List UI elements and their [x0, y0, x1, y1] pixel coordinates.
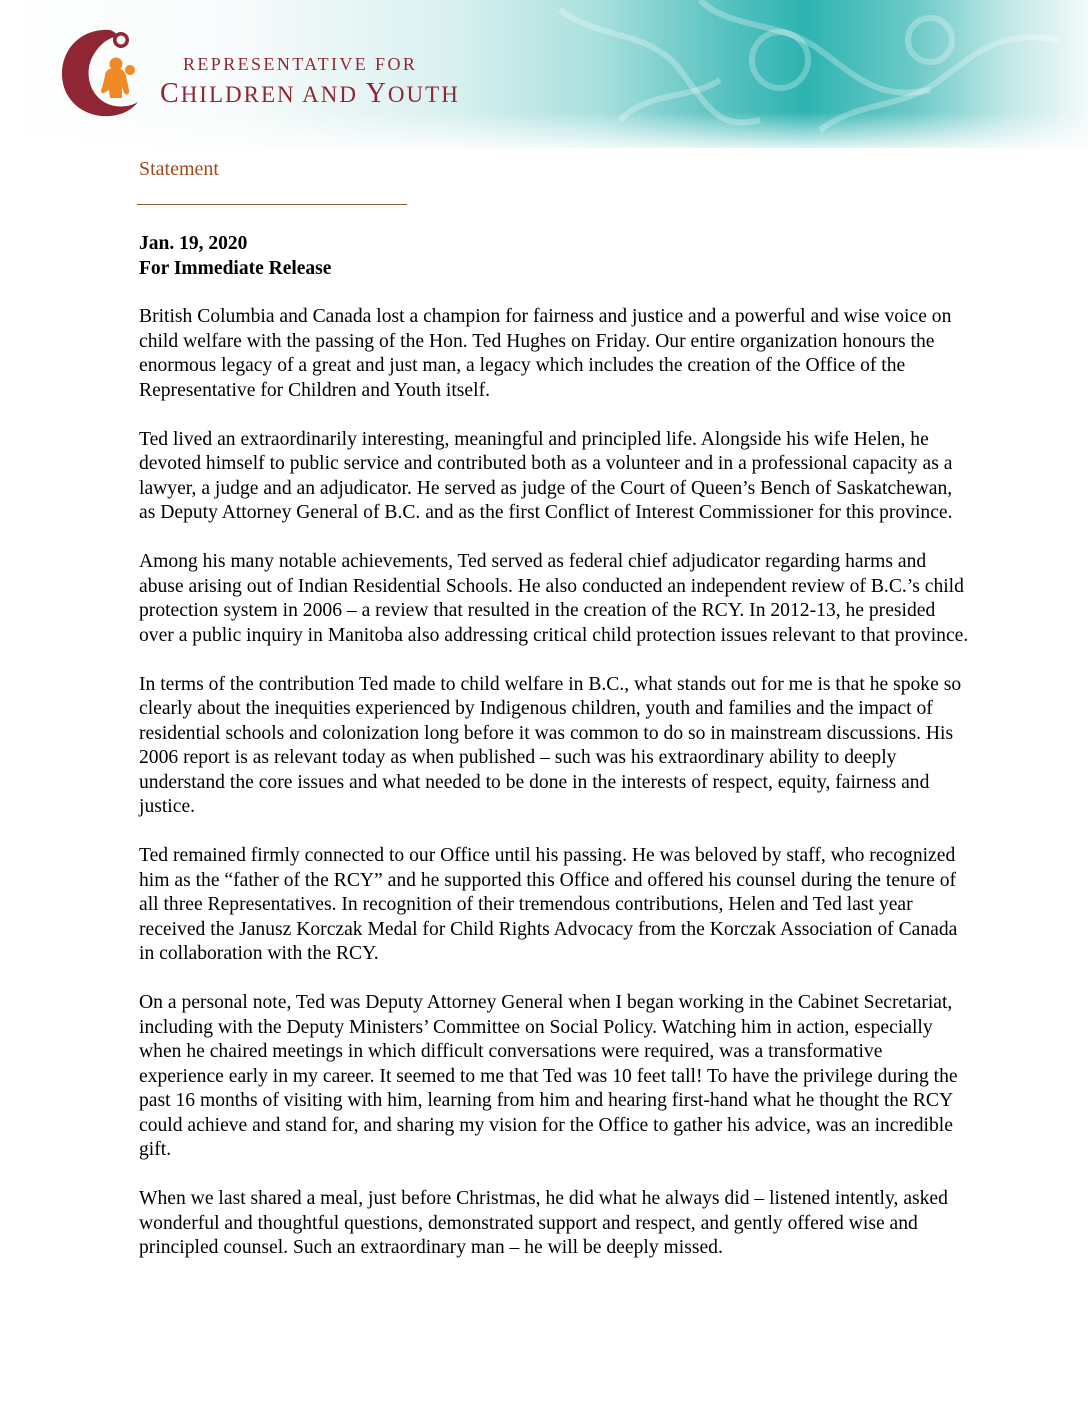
paragraph-1: British Columbia and Canada lost a champion for fairness and justice and a powerful and wise voice on child welfare with the passing of the Hon. Ted Hughes on Friday. Our entire organization honours the enormous legacy of a great and just man, a legacy which includes the creation of the Office of the Representative for Children and Youth itself.	[139, 306, 952, 401]
paragraph-5: Ted remained firmly connected to our Office until his passing. He was beloved by staff, who recognized him as the “father of the RCY” and he supported this Office and offered his counsel during the tenure of all three Representatives. In recognition of their tremendous contributions, Helen and Ted last year received the Janusz Korczak Medal for Child Rights Advocacy from the Korczak Association of Canada in collaboration with the RCY.	[139, 845, 958, 964]
dateline	[139, 232, 331, 281]
header-fade	[0, 112, 1088, 148]
org-name-part1: HILDREN AND	[180, 82, 366, 107]
paragraph-2: Ted lived an extraordinarily interesting, meaningful and principled life. Alongside his wife Helen, he devoted himself to public service and contributed both as a volunteer and in a professional capacity as a lawyer, a judge and an adjudicator. He served as judge of the Court of Queen’s Bench of Saskatchewan, as Deputy Attorney General of B.C. and as the first Conflict of Interest Commissioner for this province.	[139, 428, 953, 523]
org-name-line1: REPRESENTATIVE FOR	[183, 54, 418, 74]
org-name-line2	[160, 78, 460, 110]
org-name-part2: OUTH	[387, 82, 460, 107]
statement-body	[139, 305, 969, 1285]
release-date: Jan. 19, 2020	[139, 233, 248, 254]
rcy-logo-icon	[58, 24, 148, 120]
divider-line	[137, 204, 407, 205]
org-name-cap-y: Y	[365, 78, 388, 109]
paragraph-6: On a personal note, Ted was Deputy Attorney General when I began working in the Cabinet Secretariat, including with the Deputy Ministers’ Committee on Social Policy. Watching him in action, especially when he chaired meetings in which difficult conversations were required, was a transformative experience early in my career. It seemed to me that Ted was 10 feet tall! To have the privilege during the past 16 months of visiting with him, learning from him and hearing first-hand what he thought the RCY could achieve and stand for, and sharing my vision for the Office to gather his advice, was an incredible gift.	[139, 992, 958, 1160]
document-type-label: Statement	[139, 158, 219, 180]
paragraph-7: When we last shared a meal, just before Christmas, he did what he always did – listened intently, asked wonderful and thoughtful questions, demonstrated support and respect, and gently offered wise and principled counsel. Such an extraordinary man – he will be deeply missed.	[139, 1188, 948, 1258]
paragraph-3: Among his many notable achievements, Ted served as federal chief adjudicator regarding harms and abuse arising out of Indian Residential Schools. He also conducted an independent review of B.C.’s child protection system in 2006 – a review that resulted in the creation of the RCY. In 2012-13, he presided over a public inquiry in Manitoba also addressing critical child protection issues relevant to that province.	[139, 551, 969, 646]
release-note: For Immediate Release	[139, 257, 332, 279]
org-name-cap-c: C	[160, 78, 181, 109]
paragraph-4: In terms of the contribution Ted made to child welfare in B.C., what stands out for me is that he spoke so clearly about the inequities experienced by Indigenous children, youth and families and the impact of residential schools and colonization long before it was common to do so in mainstream discussions. His 2006 report is as relevant today as when published – such was his extraordinary ability to deeply understand the core issues and what needed to be done in the interests of respect, equity, fairness and justice.	[139, 673, 962, 817]
